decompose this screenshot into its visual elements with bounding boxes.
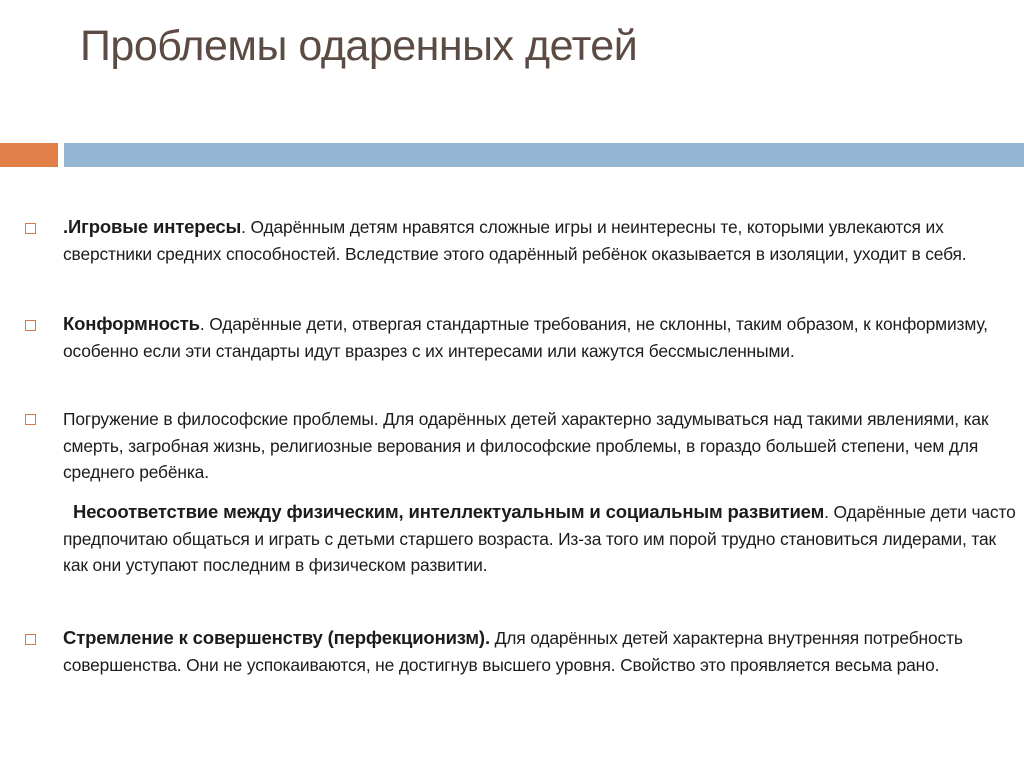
paragraph-development-mismatch [63, 499, 1021, 579]
paragraph-perfectionism [63, 625, 1018, 678]
bullet-square-icon [25, 320, 36, 331]
paragraph-heading: Конформность [63, 313, 200, 334]
paragraph-heading: Стремление к совершенству (перфекционизм). [63, 627, 490, 648]
slide-title: Проблемы одаренных детей [80, 22, 638, 70]
bullet-square-icon [25, 634, 36, 645]
paragraph-text: . Одарённые дети часто предпочитаю общаться и играть с детьми старшего возраста. Из-за того им порой трудно становиться лидерами, так как они уступают последним в физическом развитии. [63, 502, 1021, 575]
paragraph-heading: Несоответствие между физическим, интеллектуальным и социальным развитием [63, 501, 825, 522]
paragraph-text: . Одарённым детям нравятся сложные игры и неинтересны те, которыми увлекаются их сверстники средних способностей. Вследствие этого одарённый ребёнок оказывается в изоляции, уходит в себя. [63, 217, 967, 264]
paragraph-text: Для одарённых детей характерна внутренняя потребность совершенства. Они не успокаиваются, не достигнув высшего уровня. Свойство это проявляется весьма рано. [63, 628, 963, 675]
accent-bar-orange [0, 143, 58, 167]
paragraph-heading: .Игровые интересы [63, 216, 242, 237]
paragraph-philosophy [63, 406, 1018, 486]
paragraph-game-interests [63, 214, 1018, 267]
bullet-square-icon [25, 223, 36, 234]
bullet-square-icon [25, 414, 36, 425]
accent-bar-blue [64, 143, 1024, 167]
paragraph-text: Погружение в философские проблемы. Для одарённых детей характерно задумываться над такими явлениями, как смерть, загробная жизнь, религиозные верования и философские проблемы, в гораздо большей степени, чем для среднего ребёнка. [63, 409, 989, 482]
paragraph-text: . Одарённые дети, отвергая стандартные требования, не склонны, таким образом, к конформизму, особенно если эти стандарты идут вразрез с их интересами или кажутся бессмысленными. [63, 314, 988, 361]
paragraph-conformity [63, 311, 1018, 364]
